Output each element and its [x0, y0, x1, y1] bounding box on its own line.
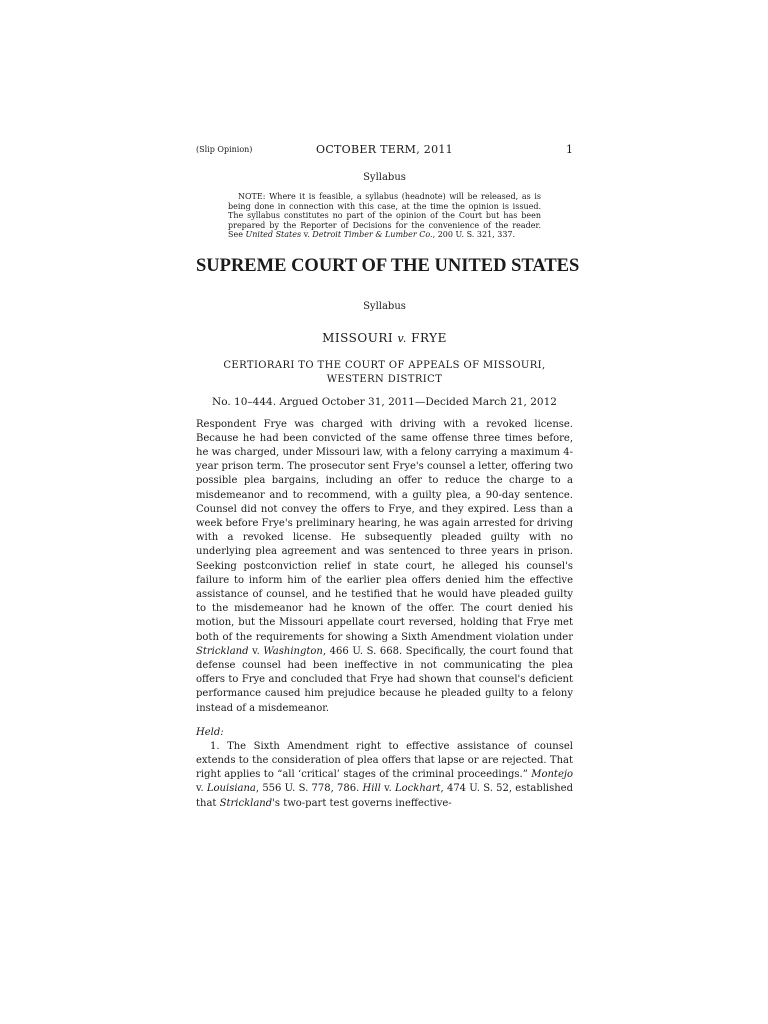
page-number: 1 — [566, 143, 573, 156]
docket-line: No. 10–444. Argued October 31, 2011—Decided March 21, 2012 — [212, 395, 557, 408]
case-strickland-2: Strickland — [219, 797, 273, 809]
reporter-note — [228, 192, 541, 240]
note-text: NOTE: Where it is feasible, a syllabus (headnote) will be released, as is being done in connection with this case, at the time the opinion is issued. The syllabus constitutes no part of the opinion of the Court but has been prepared by the Reporter of Decisions for the convenience of the reader. See — [228, 192, 541, 239]
syllabus-heading: Syllabus — [363, 300, 406, 312]
case-montejo: Montejo — [531, 769, 573, 781]
term-label: OCTOBER TERM, 2011 — [316, 143, 453, 156]
note-citation: , 200 U. S. 321, 337. — [432, 230, 516, 239]
note-versus: v. — [301, 230, 313, 239]
case-lockhart: Lockhart — [395, 783, 441, 795]
syllabus-paragraph — [196, 418, 573, 716]
holding-item-1 — [196, 740, 573, 811]
versus-text: v. — [248, 645, 264, 657]
certiorari-line: CERTIORARI TO THE COURT OF APPEALS OF MISSOURI, WESTERN DISTRICT — [223, 359, 546, 385]
running-header — [196, 140, 573, 158]
versus-text: v. — [380, 783, 395, 795]
case-strickland: Strickland — [196, 645, 249, 657]
case-hill: Hill — [362, 783, 381, 795]
holding-text: 1. The Sixth Amendment right to effective assistance of counsel extends to the consideration of plea offers that lapse or are rejected. That right applies to “all ‘critical’ stages of the criminal proceedings.” — [196, 740, 573, 781]
holding-citation: , 556 U. S. 778, 786. — [255, 783, 363, 795]
slip-opinion-label: (Slip Opinion) — [196, 145, 253, 154]
paragraph-text-rest: , 466 U. S. 668. Specifically, the court found that defense counsel had been ineffective in not communicating the plea offers to Frye and concluded that Frye had shown that counsel's deficient performance caused him prejudice because he pleaded guilty to a felony instead of a misdemeanor. — [196, 645, 574, 714]
respondent-name: FRYE — [411, 330, 447, 345]
versus: v. — [397, 331, 407, 345]
case-louisiana: Louisiana — [206, 783, 256, 795]
case-washington: Washington — [263, 645, 323, 657]
syllabus-heading-top: Syllabus — [363, 172, 406, 183]
note-case-name-2: Detroit Timber & Lumber Co. — [312, 230, 433, 239]
holding-text-2: , 474 U. S. 52, established that — [196, 783, 574, 809]
slip-opinion-page — [196, 140, 580, 811]
court-title: SUPREME COURT OF THE UNITED STATES — [196, 255, 580, 276]
versus-text: v. — [196, 783, 207, 795]
holding-text-3: 's two-part test governs ineffective- — [272, 797, 452, 809]
note-case-name: United States — [245, 230, 302, 239]
case-name — [196, 331, 573, 345]
held-label: Held: — [196, 726, 224, 738]
petitioner-name: MISSOURI — [322, 330, 394, 345]
paragraph-text: Respondent Frye was charged with driving with a revoked license. Because he had been convicted of the same offense three times before, he was charged, under Missouri law, with a felony carrying a maximum 4-year prison term. The prosecutor sent Frye's counsel a letter, offering two possible plea bargains, including an offer to reduce the charge to a misdemeanor and to recommend, with a guilty plea, a 90-day sentence. Counsel did not convey the offers to Frye, and they expired. Less than a week before Frye's preliminary hearing, he was again arrested for driving with a revoked license. He subsequently pleaded guilty with no underlying plea agreement and was sentenced to three years in prison. Seeking postconviction relief in state court, he alleged his counsel's failure to inform him of the earlier plea offers denied him the effective assistance of counsel, and he testified that he would have pleaded guilty to the misdemeanor had he known of the offer. The court denied his motion, but the Missouri appellate court reversed, holding that Frye met both of the requirements for showing a Sixth Amendment violation under — [196, 418, 573, 643]
